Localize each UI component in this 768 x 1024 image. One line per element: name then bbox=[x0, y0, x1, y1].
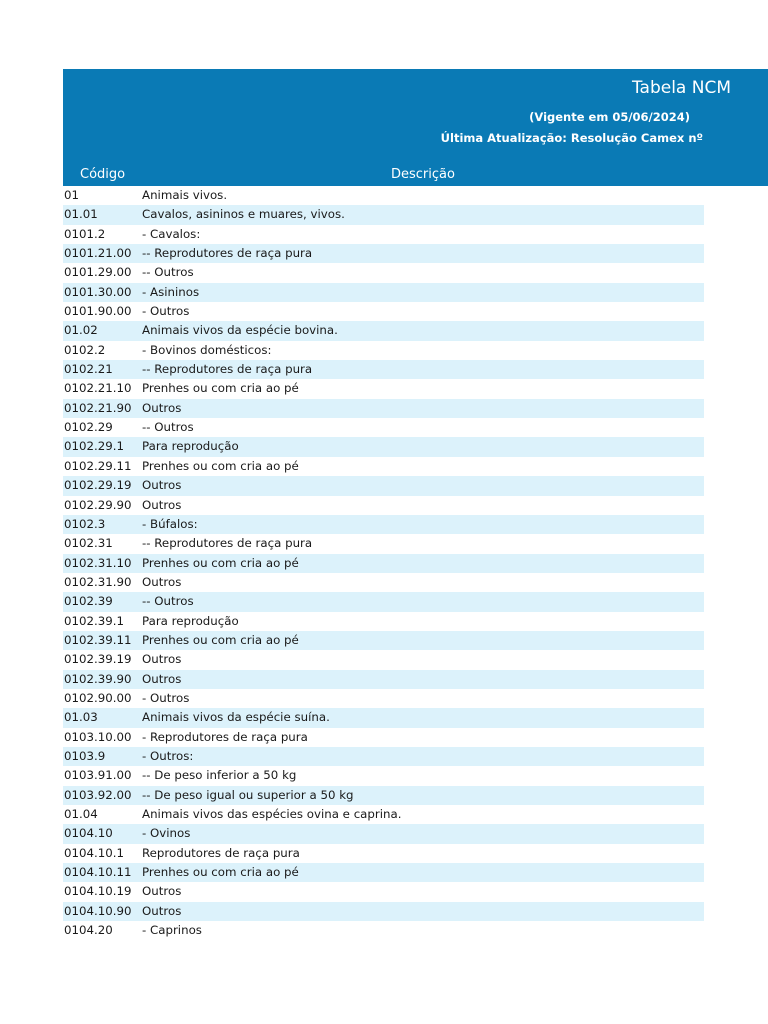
table-row bbox=[63, 476, 704, 495]
ncm-description: - Ovinos bbox=[142, 826, 191, 841]
table-row bbox=[63, 882, 704, 901]
ncm-description: - Reprodutores de raça pura bbox=[142, 729, 308, 744]
ncm-code: 0104.10.90 bbox=[64, 903, 132, 918]
ncm-code: 0101.30.00 bbox=[64, 284, 132, 299]
table-row bbox=[63, 650, 704, 669]
table-row bbox=[63, 418, 704, 437]
ncm-description: Prenhes ou com cria ao pé bbox=[142, 381, 299, 396]
table-row bbox=[63, 437, 704, 456]
ncm-code: 0104.20 bbox=[64, 923, 113, 938]
table-row bbox=[63, 689, 704, 708]
ncm-description: -- De peso igual ou superior a 50 kg bbox=[142, 787, 354, 802]
ncm-description: Outros bbox=[142, 884, 182, 899]
ncm-code: 0102.2 bbox=[64, 342, 106, 357]
ncm-description: Animais vivos da espécie bovina. bbox=[142, 323, 338, 338]
ncm-description: -- Reprodutores de raça pura bbox=[142, 362, 313, 377]
column-header-descricao: Descrição bbox=[391, 167, 455, 182]
ncm-code: 0104.10.19 bbox=[64, 884, 132, 899]
ncm-description: Outros bbox=[142, 652, 182, 667]
table-row bbox=[63, 728, 704, 747]
table-row bbox=[63, 786, 704, 805]
table-row bbox=[63, 534, 704, 553]
ncm-code: 01 bbox=[64, 188, 80, 202]
table-row bbox=[63, 244, 704, 263]
table-row bbox=[63, 515, 704, 534]
ncm-description: -- Reprodutores de raça pura bbox=[142, 246, 313, 261]
ncm-description: Para reprodução bbox=[142, 439, 239, 454]
ncm-code: 0102.39.11 bbox=[64, 632, 132, 647]
ncm-description: Para reprodução bbox=[142, 613, 239, 628]
ncm-description: Outros bbox=[142, 478, 182, 493]
table-row bbox=[63, 399, 704, 418]
table-row bbox=[63, 824, 704, 843]
ncm-code: 0102.39.1 bbox=[64, 613, 125, 628]
table-row bbox=[63, 844, 704, 863]
ncm-code: 0102.39.19 bbox=[64, 652, 132, 667]
ncm-description: -- Reprodutores de raça pura bbox=[142, 536, 313, 551]
table-row bbox=[63, 186, 704, 205]
ncm-description: Outros bbox=[142, 671, 182, 686]
ncm-code: 0102.3 bbox=[64, 516, 106, 531]
ncm-description: Outros bbox=[142, 574, 182, 589]
table-row bbox=[63, 863, 704, 882]
table-row bbox=[63, 612, 704, 631]
ncm-description: Animais vivos. bbox=[142, 188, 228, 202]
ncm-description: Outros bbox=[142, 497, 182, 512]
table-row bbox=[63, 302, 704, 321]
ncm-description: -- Outros bbox=[142, 265, 194, 280]
ncm-code: 0104.10.1 bbox=[64, 845, 125, 860]
ncm-code: 0102.21.90 bbox=[64, 400, 132, 415]
ncm-code: 0103.92.00 bbox=[64, 787, 132, 802]
table-row bbox=[63, 902, 704, 921]
ncm-description: - Outros: bbox=[142, 748, 194, 763]
ncm-code: 0102.31.90 bbox=[64, 574, 132, 589]
ncm-code: 0102.90.00 bbox=[64, 690, 132, 705]
ncm-code: 0101.2 bbox=[64, 226, 106, 241]
table-row bbox=[63, 805, 704, 824]
table-row bbox=[63, 573, 704, 592]
ncm-code: 01.02 bbox=[64, 323, 98, 338]
ncm-description: Animais vivos da espécie suína. bbox=[142, 710, 330, 725]
table-row bbox=[63, 225, 704, 244]
table-row bbox=[63, 766, 704, 785]
table-row bbox=[63, 496, 704, 515]
ncm-description: - Bovinos domésticos: bbox=[142, 342, 272, 357]
ncm-description: -- Outros bbox=[142, 594, 194, 609]
ncm-code: 0104.10 bbox=[64, 826, 113, 841]
ncm-description: Outros bbox=[142, 903, 182, 918]
ncm-description: - Búfalos: bbox=[142, 516, 198, 531]
ncm-code: 0102.29.1 bbox=[64, 439, 125, 454]
ncm-description: -- Outros bbox=[142, 420, 194, 435]
table-row bbox=[63, 360, 704, 379]
ncm-code: 0101.29.00 bbox=[64, 265, 132, 280]
ncm-description: - Asininos bbox=[142, 284, 200, 299]
ncm-description: Prenhes ou com cria ao pé bbox=[142, 632, 299, 647]
ncm-description: Cavalos, asininos e muares, vivos. bbox=[142, 207, 345, 222]
table-row bbox=[63, 554, 704, 573]
table-header bbox=[63, 69, 768, 186]
ncm-code: 0102.29.11 bbox=[64, 458, 132, 473]
ncm-code: 0102.31.10 bbox=[64, 555, 132, 570]
ncm-code: 01.03 bbox=[64, 710, 98, 725]
table-row bbox=[63, 747, 704, 766]
ncm-code: 01.04 bbox=[64, 807, 98, 821]
page-title: Tabela NCM bbox=[631, 78, 731, 98]
ncm-description: Outros bbox=[142, 400, 182, 415]
ncm-code: 0102.21 bbox=[64, 362, 113, 377]
last-update: Última Atualização: Resolução Camex nº bbox=[440, 131, 703, 145]
table-row bbox=[63, 457, 704, 476]
ncm-description: - Outros bbox=[142, 690, 190, 705]
ncm-description: Reprodutores de raça pura bbox=[142, 845, 300, 860]
ncm-description: -- De peso inferior a 50 kg bbox=[142, 768, 297, 783]
ncm-code: 0102.39.90 bbox=[64, 671, 132, 686]
table-row bbox=[63, 670, 704, 689]
ncm-code: 0102.39 bbox=[64, 594, 113, 609]
table-row bbox=[63, 341, 704, 360]
table-row bbox=[63, 379, 704, 398]
ncm-code: 01.01 bbox=[64, 207, 98, 222]
ncm-description: - Outros bbox=[142, 304, 190, 319]
ncm-code: 0103.91.00 bbox=[64, 768, 132, 783]
ncm-code: 0103.9 bbox=[64, 748, 106, 763]
ncm-description: Animais vivos das espécies ovina e caprina. bbox=[142, 807, 402, 821]
validity-date: (Vigente em 05/06/2024) bbox=[529, 110, 690, 124]
ncm-code: 0104.10.11 bbox=[64, 865, 132, 880]
table-row bbox=[63, 631, 704, 650]
table-row bbox=[63, 321, 704, 340]
ncm-description: - Caprinos bbox=[142, 923, 202, 938]
ncm-description: Prenhes ou com cria ao pé bbox=[142, 458, 299, 473]
table-row bbox=[63, 205, 704, 224]
ncm-code: 0101.21.00 bbox=[64, 246, 132, 261]
ncm-table bbox=[63, 186, 704, 940]
ncm-code: 0102.21.10 bbox=[64, 381, 132, 396]
ncm-code: 0102.29.90 bbox=[64, 497, 132, 512]
table-row bbox=[63, 708, 704, 727]
table-row bbox=[63, 921, 704, 940]
ncm-description: Prenhes ou com cria ao pé bbox=[142, 865, 299, 880]
table-row bbox=[63, 283, 704, 302]
table-row bbox=[63, 592, 704, 611]
ncm-code: 0103.10.00 bbox=[64, 729, 132, 744]
ncm-description: - Cavalos: bbox=[142, 226, 201, 241]
table-row bbox=[63, 263, 704, 282]
column-header-codigo: Código bbox=[80, 167, 126, 182]
ncm-code: 0102.29.19 bbox=[64, 478, 132, 493]
ncm-code: 0101.90.00 bbox=[64, 304, 132, 319]
ncm-description: Prenhes ou com cria ao pé bbox=[142, 555, 299, 570]
ncm-code: 0102.29 bbox=[64, 420, 113, 435]
ncm-code: 0102.31 bbox=[64, 536, 113, 551]
